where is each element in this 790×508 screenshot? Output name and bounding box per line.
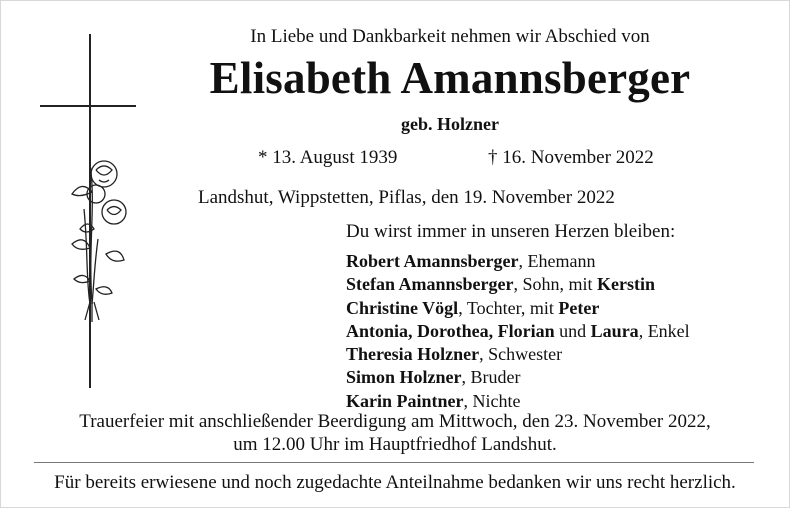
- mourner-relation: und: [554, 320, 591, 341]
- mourner-relation: , Ehemann: [518, 251, 596, 271]
- mourner-line: [346, 343, 690, 366]
- mourner-name: Christine Vögl: [346, 297, 459, 318]
- place-and-date: Landshut, Wippstetten, Piflas, den 19. November 2022: [198, 187, 615, 208]
- cross-with-roses-icon: [36, 34, 146, 399]
- death-date: † 16. November 2022: [488, 147, 654, 168]
- mourner-name: Antonia, Dorothea, Florian: [346, 320, 555, 341]
- maiden-name: geb. Holzner: [401, 114, 499, 134]
- mourner-line: [346, 297, 690, 320]
- funeral-info: [20, 410, 770, 456]
- mourner-name: Laura: [590, 320, 639, 341]
- mourner-line: [346, 273, 690, 296]
- mourner-name: Peter: [558, 297, 600, 318]
- funeral-line-1: Trauerfeier mit anschließender Beerdigung am Mittwoch, den 23. November 2022,: [79, 411, 711, 432]
- mourner-line: [346, 320, 690, 343]
- divider: [34, 462, 754, 463]
- mourner-relation: , Sohn, mit: [513, 274, 598, 295]
- intro-line: In Liebe und Dankbarkeit nehmen wir Abschied von: [250, 26, 650, 47]
- mourner-line: [346, 250, 690, 273]
- mourner-relation: , Enkel: [638, 320, 690, 341]
- mourner-name: Kerstin: [597, 274, 656, 295]
- birth-date: * 13. August 1939: [258, 147, 398, 168]
- mourner-relation: , Bruder: [461, 367, 521, 388]
- funeral-line-2: um 12.00 Uhr im Hauptfriedhof Landshut.: [233, 434, 557, 455]
- mourner-name: Karin Paintner: [346, 390, 464, 411]
- deceased-name: Elisabeth Amannsberger: [209, 53, 691, 103]
- mourner-name: Theresia Holzner: [346, 344, 480, 365]
- mourner-name: Simon Holzner: [346, 367, 462, 388]
- mourner-name: Stefan Amannsberger: [346, 274, 514, 295]
- mourner-relation: , Nichte: [463, 390, 521, 411]
- thanks-line: Für bereits erwiesene und noch zugedachte Anteilnahme bedanken wir uns recht herzlich.: [54, 472, 736, 493]
- mourner-relation: , Schwester: [479, 344, 563, 365]
- motto-line: Du wirst immer in unseren Herzen bleiben:: [346, 221, 676, 242]
- mourner-line: [346, 366, 690, 389]
- mourner-name: Robert Amannsberger: [346, 251, 519, 271]
- mourners-list: [346, 250, 690, 413]
- mourner-relation: , Tochter, mit: [458, 297, 559, 318]
